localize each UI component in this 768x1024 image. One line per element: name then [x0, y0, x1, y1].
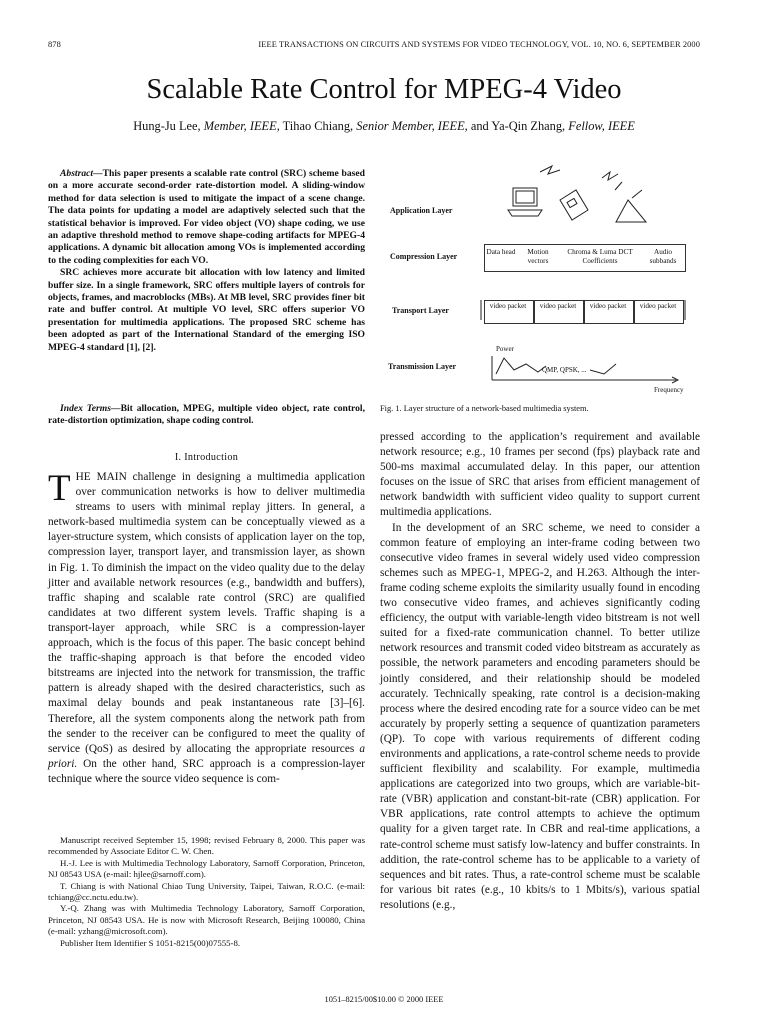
section-heading-introduction: I. Introduction [174, 452, 239, 463]
layer-label-application: Application Layer [390, 206, 453, 215]
footnote-publisher-id: Publisher Item Identifier S 1051-8215(00)07555-8. [60, 937, 241, 948]
layer-label-transmission: Transmission Layer [388, 362, 457, 371]
right-column-text [380, 430, 700, 913]
abstract [48, 168, 365, 354]
author-chiang-role: Senior Member, IEEE, [356, 119, 468, 133]
power-axis-label: Power [496, 345, 514, 353]
satellite-dish-icon [616, 190, 646, 222]
footnote-chiang: T. Chiang is with National Chiao Tung University, Taipei, Taiwan, R.O.C. (e-mail: tchiang@cc.nctu.edu.tw). [48, 880, 365, 903]
drop-cap: T [48, 468, 71, 509]
modulation-label: QMP, QPSK, ... [542, 366, 587, 374]
computer-icon [508, 188, 542, 216]
figure-1-layer-structure [380, 160, 700, 400]
video-packet-2-label: video packet [539, 302, 577, 310]
layer-label-compression: Compression Layer [390, 252, 458, 261]
wireless-signal-icon [540, 166, 622, 190]
compression-cell-dct: Chroma & Luma DCT Coefficients [567, 248, 633, 265]
footnote-lee: H.-J. Lee is with Multimedia Technology Laboratory, Sarnoff Corporation, Princeton, NJ 08543 USA (e-mail: hjlee@sarnoff.com). [48, 857, 365, 880]
video-packet-4-label: video packet [639, 302, 677, 310]
right-paragraph-1: pressed according to the application’s requirement and available network resource; e.g., 10 frames per second (fps) playback rate and 500-ms maximal accumulated delay. In this paper, our attention focuses on the issue of SRC that arises from efficient management of network bandwidth with sufficient video quality to support current multimedia applications. [380, 431, 700, 519]
video-packet-1-label: video packet [489, 302, 527, 310]
compression-cell-audio: Audio subbands [649, 248, 677, 265]
paper-title: Scalable Rate Control for MPEG-4 Video [146, 74, 622, 105]
author-zhang: Ya-Qin Zhang, [491, 119, 566, 133]
index-terms [48, 403, 365, 428]
right-paragraph-2: In the development of an SRC scheme, we need to consider a common feature of employing an inter-frame coding between two consecutive video frames in several widely used video compression schemes such as MPEG-1, MPEG-2, and H.263. Although the inter-frame coding scheme exploits the similarity usually found in encoding two consecutive video frames, and achieves significantly coding efficiency, the output with variable-length video bitstream is not well suited for a fixed-rate communication channel. To better utilize network resources and transmit coded video bitstream as accurately as possible, the network parameters and encoding parameters should be jointly considered, and their relationship should be modeled accurately. Technically speaking, rate control is a decision-making process where the desired encoding rate for a source video can be met accurately by properly setting a sequence of quantization parameters (QP). To cope with various requirements of different coding environments and applications, a rate-control scheme needs to provide sufficient flexibility and scalability. For example, multimedia applications are categorized into two groups, which are variable-bit-rate (VBR) application and constant-bit-rate (CBR) application. For VBR applications, rate control attempts to achieve the optimum quality for a given target rate. In CBR and real-time applications, a rate-control scheme must satisfy low-latency and buffer constraints. In addition, the rate-control scheme has to be applicable to a variety of sequences and bit rates. Thus, a rate-control scheme must be scalable for various bit rates (e.g., 10 kbits/s to 1 Mbits/s), various spatial resolutions (e.g., [380, 521, 700, 911]
copyright-footer: 1051–8215/00$10.00 © 2000 IEEE [324, 995, 444, 1004]
compression-cell-motion-vectors: Motion vectors [527, 248, 549, 265]
layer-label-transport: Transport Layer [392, 306, 449, 315]
a-priori: a priori. [48, 742, 365, 770]
author-line [0, 119, 768, 134]
footnote-manuscript: Manuscript received September 15, 1998; revised February 8, 2000. This paper was recommended by Associate Editor C. W. Chen. [48, 835, 365, 857]
author-zhang-role: Fellow, IEEE [568, 119, 635, 133]
journal-title: IEEE TRANSACTIONS ON CIRCUITS AND SYSTEMS FOR VIDEO TECHNOLOGY, VOL. 10, NO. 6, SEPTEMBER 2000 [258, 40, 700, 49]
author-and: and [470, 119, 489, 133]
author-lee-role: Member, IEEE, [203, 119, 280, 133]
index-terms-lead: Index Terms— [60, 403, 121, 414]
introduction-text [48, 470, 365, 787]
page-number: 878 [48, 40, 61, 49]
abstract-lead: Abstract— [60, 168, 103, 179]
author-chiang: Tihao Chiang, [282, 119, 354, 133]
handheld-device-icon [560, 190, 588, 220]
compression-cell-data-head: Data head [486, 248, 516, 256]
footnote-zhang: Y.-Q. Zhang was with Multimedia Technology Laboratory, Sarnoff Corporation, Princeton, NJ 08543 USA. He is now with Microsoft Research, Beijing 100080, China (e-mail: yzhang@microsoft.com). [48, 903, 365, 937]
footnotes [48, 835, 365, 949]
frequency-axis-label: Frequency [654, 386, 684, 394]
intro-paragraph-1: THE MAIN challenge in designing a multimedia application over communication networks is how to deliver multimedia streams to users with minimal replay jitters. In general, a network-based multimedia system can be conceptually viewed as a layer-structure system, which consists of application layer on the top, compression layer, transport layer, and transmission layer, as shown in Fig. 1. To diminish the impact on the video quality due to the delay jitter and available network resources (e.g., bandwidth and buffers), traffic shaping and scalable rate control (SRC) are qualified candidates at two different system levels. Traffic shaping is a transport-layer approach, while SRC is a compression-layer approach, which is the focus of this paper. The basic concept behind the traffic-shaping approach is that before the encoded video bitstreams are injected into the network for transmission, the traffic pattern is already shaped with the desired characteristics, such as maximal delay bounds and peak instantaneous rate [3]–[6]. Therefore, all the system components along the network path from the sender to the receiver can be configured to meet the quality of service (QoS) as desired by allocating the appropriate resources a priori. On the other hand, SRC approach is a compression-layer technique where the source video sequence is com- [48, 468, 365, 785]
author-lee: Hung-Ju Lee, [133, 119, 201, 133]
figure-1-caption: Fig. 1. Layer structure of a network-based multimedia system. [380, 404, 589, 413]
abstract-paragraph-2: SRC achieves more accurate bit allocation with low latency and limited buffer size. In a single framework, SRC offers multiple layers of controls for objects, frames, and macroblocks (MBs). At MB level, SRC provides finer bit rate and buffer control. At multiple VO level, SRC offers superior VO presentation for multimedia applications. The proposed SRC scheme has been adopted as part of the International Standard of the emerging ISO MPEG-4 standard [1], [2]. [48, 267, 365, 353]
index-terms-text: Bit allocation, MPEG, multiple video object, rate control, rate-distortion optimization, shape coding control. [48, 403, 365, 427]
abstract-paragraph-1: Abstract—This paper presents a scalable rate control (SRC) scheme based on a more accurate second-order rate-distortion model. A sliding-window method for data selection is used to mitigate the impact of a scene change. The data points for updating a model are adaptively selected such that the statistical behavior is improved. For video object (VO) shape coding, we use an adaptive threshold method to remove shape-coding artifacts for MPEG-4 applications. A dynamic bit allocation among VOs is implemented according to the coding complexities for each VO. [48, 168, 365, 266]
video-packet-3-label: video packet [589, 302, 627, 310]
